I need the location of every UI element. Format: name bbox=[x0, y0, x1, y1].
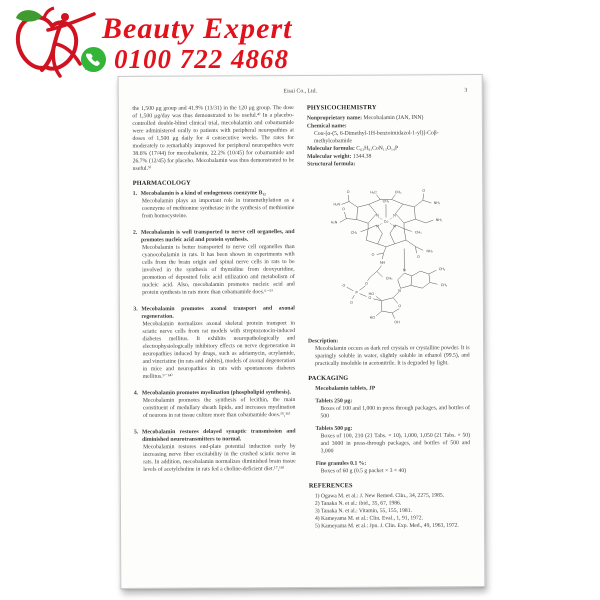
structure-label: N bbox=[393, 224, 396, 229]
structure-label: O bbox=[398, 303, 401, 308]
structure-label: N bbox=[376, 224, 379, 229]
packaging-body: Boxes of 100 and 1,000 in press through packages, and bottles of 500 bbox=[320, 404, 470, 420]
packaging-entry bbox=[315, 397, 470, 420]
structure-label: O bbox=[416, 254, 420, 259]
intro-paragraph: the 1,500 μg group and 41.9% (13/31) in the 120 μg group. The dose of 1,500 μg/day was thus demonstrated to be useful.⁴⁾ In a placebo-controlled double-blind clinical trial, mecobalamin and cobamamide were administered orally to patients with peripheral neuropathies at doses of 1,500 μg daily for 4 consecutive weeks. The rates for moderately to remarkably improved for peripheral neuropathies were 38.6% (17/44) for mecobalamin, 22.2% (10/45) for cobamamide and 26.7% (12/45) for placebo. Mecobalamin was thus demonstrated to be useful.⁵⁾ bbox=[132, 104, 295, 172]
pharmacology-item bbox=[134, 428, 296, 474]
reference-item: 4) Kameyama M. et al.: Clin. Eval., 1, 91, 1972. bbox=[314, 515, 423, 522]
structure-label: O bbox=[368, 295, 372, 300]
packaging-heading: PACKAGING bbox=[308, 374, 349, 382]
structural-formula-figure bbox=[307, 171, 469, 335]
packaging-title: Fine granules 0.1 %: bbox=[315, 460, 367, 467]
item-body: Mecobalamin promotes the synthesis of lecithin, the main constituent of medullary sheath lipids, and increases myelination of neurons in rat tissue culture more than cobamamide does.¹⁵,¹⁶⁾ bbox=[142, 396, 296, 419]
structure-label: O bbox=[371, 252, 375, 257]
brand-logo bbox=[8, 4, 293, 78]
whatsapp-icon bbox=[80, 46, 107, 73]
item-number: 2. bbox=[132, 229, 138, 236]
chemical-name-value: Coα-[α-(5, 6-Dimethyl-1H-benzoimidazol-1-yl)]-Coβ-methylcobamide bbox=[313, 129, 439, 144]
item-body: Mecobalamin normalizes axonal skeletal protein transport in sciatic nerve cells from rat models with streptozotocin-induced diabetes mellitus. It exhibits neuropathologically and electrophysiologically inhibitory effects on nerve degeneration in neuropathies induced by drugs, such as adriamycin, acrylamide, and vincristine (in rats and rabbits), models of axonal degeneration in mice and neuropathies in rats with spontaneous diabetes mellitus.⁹⁻¹⁴⁾ bbox=[142, 320, 296, 380]
structure-label: OH bbox=[394, 320, 400, 325]
item-number: 1. bbox=[132, 190, 138, 197]
packaging-entry bbox=[315, 384, 470, 392]
item-title: Mecobalamin restores delayed synaptic transmission and diminished neurotransmitters to normal. bbox=[142, 428, 296, 443]
brand-name: Beauty Expert bbox=[102, 12, 293, 45]
company-name: Eisai Co., Ltd. bbox=[283, 87, 317, 95]
structure-label: CH₃ bbox=[438, 266, 446, 271]
structure-label: NH₂ bbox=[435, 217, 443, 222]
packaging-body: Boxes of 60 g (0.5 g packet × 3 × 40) bbox=[320, 467, 407, 475]
structure-label: N bbox=[398, 288, 401, 293]
structure-label: H₃C bbox=[370, 190, 377, 195]
pharmacology-item bbox=[134, 389, 296, 420]
item-title: Mecobalamin is well transported to nerve cell organelles, and promotes nucleic acid and protein synthesis. bbox=[140, 228, 295, 243]
reference-item: 1) Ogawa M. et al.: J. New Remed. Clin., 34, 2275, 1985. bbox=[314, 492, 445, 500]
structure-label: O bbox=[364, 281, 368, 286]
packaging-entry bbox=[315, 424, 470, 455]
pharmacology-item bbox=[133, 189, 295, 220]
item-number: 5. bbox=[134, 428, 139, 435]
item-number: 3. bbox=[133, 305, 138, 312]
packaging-entry bbox=[316, 459, 471, 475]
item-number: 4. bbox=[133, 389, 139, 396]
description-body: Mecobalamin occurs as dark red crystals or crystalline powder. It is sparingly soluble in water, slightly soluble in ethanol (99.5), and practically insoluble in acetonitrile. It is degraded by light. bbox=[315, 344, 470, 367]
physicochemistry-heading: PHYSICOCHEMISTRY bbox=[306, 103, 377, 111]
field-label: Molecular formula: bbox=[307, 145, 355, 152]
field-label: Molecular weight: bbox=[307, 152, 352, 160]
document-page bbox=[118, 74, 486, 589]
reference-item: 2) Tanaka N. et al.: ibid., 35, 67, 1986. bbox=[314, 500, 402, 507]
pharmacology-heading: PHARMACOLOGY bbox=[132, 179, 191, 187]
pharmacology-item bbox=[133, 228, 295, 296]
structural-formula-label: Structural formula: bbox=[307, 160, 356, 167]
structure-label: O bbox=[342, 283, 345, 288]
structure-label: O bbox=[349, 300, 353, 305]
structure-label: CH₃ bbox=[382, 199, 389, 204]
structure-label: CH₃ bbox=[440, 282, 448, 287]
structure-label: HO bbox=[369, 315, 375, 320]
packaging-body: Boxes of 100, 210 (21 Tabs. × 10), 1,000, 1,050 (21 Tabs. × 50) and 3000 in press-through packages, and bottles of 500 and 3,000 bbox=[320, 432, 471, 455]
description-label: Description: bbox=[308, 337, 339, 344]
references-heading: REFERENCES bbox=[308, 481, 353, 490]
structure-label: HO bbox=[368, 291, 374, 296]
item-title: Mecobalamin promotes myelination (phospholipid synthesis). bbox=[141, 389, 291, 396]
reference-item: 5) Kameyama M. et al.: Jpn. J. Clin. Exp. Med., 49, 1963, 1972. bbox=[315, 522, 459, 530]
phone-row bbox=[80, 46, 293, 73]
structure-label: P bbox=[355, 290, 358, 295]
structure-label: N bbox=[402, 267, 406, 272]
item-title: Mecobalamin is a kind of endogenous coenzyme B₁₂ bbox=[140, 189, 266, 197]
structure-label: Co bbox=[383, 219, 389, 224]
packaging-title: Tablets 500 μg: bbox=[315, 425, 353, 432]
page-header bbox=[132, 87, 468, 97]
chemical-name-label: Chemical name: bbox=[306, 122, 347, 129]
reference-item: 3) Tanaka N. et al.: Vitamin, 55, 155, 1981. bbox=[314, 507, 412, 515]
page-number: 3 bbox=[464, 87, 468, 94]
structure-label: NH₂ bbox=[426, 248, 433, 253]
pharmacology-item bbox=[133, 305, 295, 381]
structure-label: O bbox=[346, 189, 350, 194]
structure-label: CH₃ bbox=[394, 189, 402, 195]
structure-label: O bbox=[422, 188, 425, 193]
structure-label: O bbox=[341, 206, 345, 211]
field-value: C₆₃H₉₁CoN₁₃O₁₄P bbox=[354, 144, 399, 152]
structure-label: CH₃ bbox=[414, 230, 422, 235]
structure-label: N bbox=[392, 213, 396, 218]
right-column bbox=[307, 103, 471, 530]
structure-label: CH₃ bbox=[385, 276, 393, 281]
packaging-title: Mecobalamin tablets, JP bbox=[315, 385, 376, 392]
field-label: Nonproprietary name: bbox=[306, 114, 362, 121]
structure-label: H₂N bbox=[333, 202, 340, 207]
packaging-title: Tablets 250 μg: bbox=[315, 397, 353, 405]
structure-label: CH₃ bbox=[350, 230, 358, 235]
left-column bbox=[132, 104, 296, 531]
item-body: Mecobalamin is better transported to nerve cell organelles than cyanocobalamin in rats. It has been shown in experiments with cells from the brain origin and spinal nerve cells in rats to be involved in the synthesis of thymidine from deoxyuridine, promotion of deposited folic acid utilization and metabolism of nucleic acid. Also, mecobalamin promotes nucleic acid and protein synthesis in rats more than cobamamide does.⁶⁻⁹⁾ bbox=[142, 243, 295, 296]
structure-label: NH₂ bbox=[433, 200, 441, 205]
item-body: Mecobalamin restores end-plate potential induction early by increasing nerve fiber excitability in the crushed sciatic nerve in rats. In addition, mecobalamin normalizes diminished brain tissue levels of acetylcholine in rats fed a choline-deficient diet.¹⁷,¹⁸⁾ bbox=[143, 443, 296, 473]
field-value: Mecobalamin (JAN, INN) bbox=[361, 114, 424, 121]
item-body: Mecobalamin plays an important role in transmethylation as a coenzyme of methionine synthetase in the synthesis of methionine from homocysteine. bbox=[141, 197, 295, 219]
phone-number: 0100 722 4868 bbox=[114, 44, 289, 74]
structure-label: NH bbox=[379, 260, 385, 265]
structure-label: N bbox=[375, 213, 379, 218]
field-value: 1344.38 bbox=[351, 152, 372, 159]
chemical-structure-diagram bbox=[310, 171, 467, 333]
structure-label: H₂N bbox=[330, 220, 338, 225]
item-title: Mecobalamin promotes axonal transport and axonal regeneration. bbox=[141, 305, 295, 320]
